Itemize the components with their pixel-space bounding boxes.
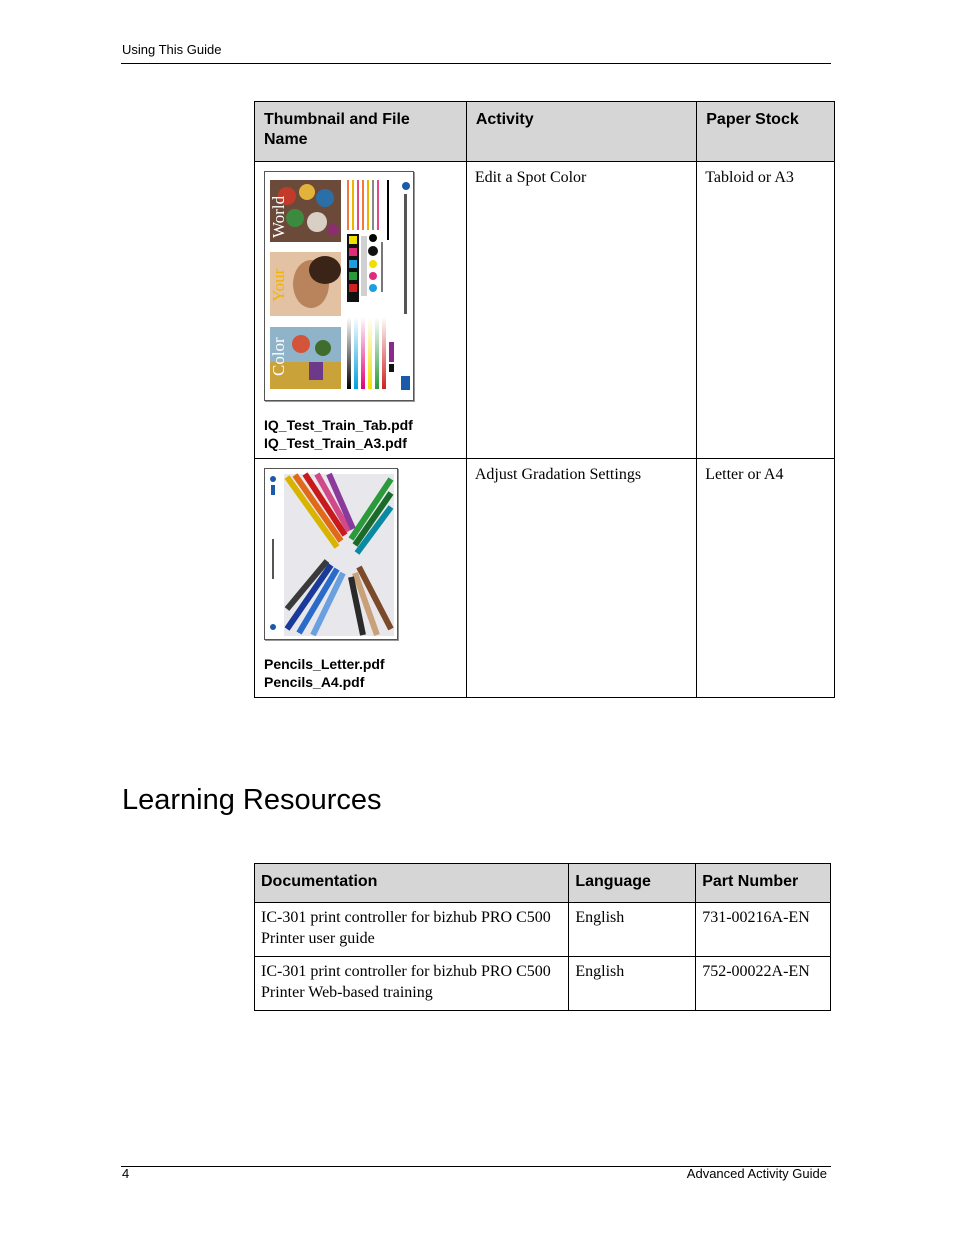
documentation-cell: IC-301 print controller for bizhub PRO C500 Printer Web-based training — [255, 957, 569, 1011]
iq-test-thumbnail — [264, 171, 414, 401]
table-row — [255, 162, 835, 459]
thumbnail-word-world: World — [269, 195, 288, 238]
resources-table — [254, 863, 831, 1011]
col-header-part-number: Part Number — [696, 864, 831, 903]
pencils-thumbnail-image — [265, 469, 397, 639]
pencils-thumbnail — [264, 468, 398, 640]
table-row — [255, 459, 835, 698]
page-number: 4 — [122, 1166, 130, 1181]
col-header-thumbnail: Thumbnail and File Name — [255, 102, 467, 162]
footer-guide-title: Advanced Activity Guide — [686, 1166, 827, 1181]
file-name: IQ_Test_Train_A3.pdf — [264, 435, 407, 451]
col-header-paper-stock: Paper Stock — [697, 102, 835, 162]
thumbnail-word-your: Your — [269, 268, 288, 302]
col-header-language: Language — [569, 864, 696, 903]
language-cell: English — [569, 903, 696, 957]
running-header: Using This Guide — [122, 42, 222, 57]
iq-test-thumbnail-image — [265, 172, 413, 400]
activity-table — [254, 101, 835, 698]
paper-stock-cell: Letter or A4 — [697, 459, 835, 698]
table-row — [255, 957, 831, 1011]
part-number-cell: 752-00022A-EN — [696, 957, 831, 1011]
activity-cell: Adjust Gradation Settings — [466, 459, 696, 698]
language-cell: English — [569, 957, 696, 1011]
part-number-cell: 731-00216A-EN — [696, 903, 831, 957]
file-name: Pencils_A4.pdf — [264, 674, 365, 690]
documentation-cell: IC-301 print controller for bizhub PRO C500 Printer user guide — [255, 903, 569, 957]
paper-stock-cell: Tabloid or A3 — [697, 162, 835, 459]
table-header-row — [255, 864, 831, 903]
thumbnail-cell — [255, 459, 467, 698]
table-header-row — [255, 102, 835, 162]
activity-cell: Edit a Spot Color — [466, 162, 696, 459]
col-header-documentation: Documentation — [255, 864, 569, 903]
col-header-activity: Activity — [466, 102, 696, 162]
header-rule — [121, 63, 831, 64]
thumbnail-cell — [255, 162, 467, 459]
table-row — [255, 903, 831, 957]
file-name: IQ_Test_Train_Tab.pdf — [264, 417, 413, 433]
section-title: Learning Resources — [122, 784, 382, 816]
file-name: Pencils_Letter.pdf — [264, 656, 385, 672]
thumbnail-word-color: Color — [269, 337, 288, 376]
